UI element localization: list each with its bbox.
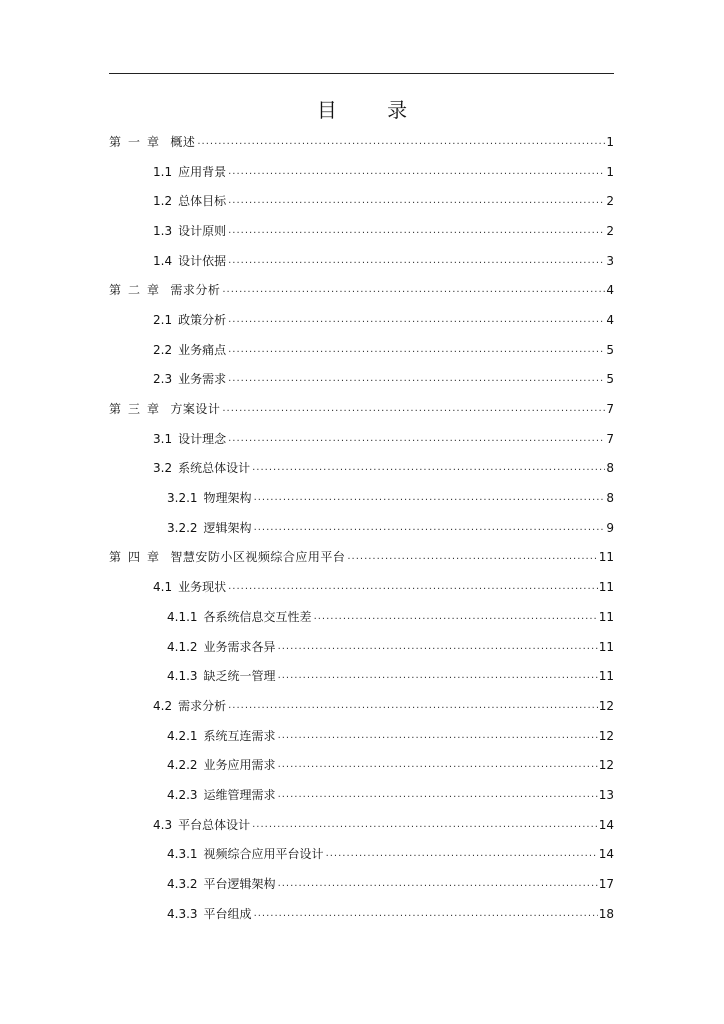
toc-entry-number: 4.1.1 [167,609,198,624]
toc-page-number: 11 [598,609,614,624]
toc-entry-number: 3.2.2 [167,520,198,535]
toc-entry-title: 业务现状 [178,580,227,595]
toc-dot-leader [222,402,605,416]
toc-page-number: 14 [598,817,614,832]
toc-entry-title: 系统总体设计 [178,461,251,476]
toc-entry[interactable] [109,602,614,632]
toc-entry-label [167,669,277,683]
toc-entry-title: 各系统信息交互性差 [203,609,312,624]
toc-entry-label [153,699,227,713]
toc-page-number: 13 [598,787,614,802]
toc-page-number: 12 [598,758,614,773]
toc-dot-leader [326,847,598,861]
toc-entry-number: 4.3 [153,817,173,832]
toc-entry-title: 政策分析 [178,312,227,327]
toc-dot-leader [197,135,605,149]
toc-entry[interactable] [109,869,614,899]
toc-entry-label [153,165,227,179]
toc-page-number: 3 [606,253,614,268]
toc-page-number: 5 [606,372,614,387]
toc-page-number: 7 [606,402,614,417]
toc-dot-leader [278,640,598,654]
toc-dot-leader [228,224,605,238]
toc-entry[interactable] [109,246,614,276]
toc-entry-title: 智慧安防小区视频综合应用平台 [170,550,346,565]
toc-entry[interactable] [109,365,614,395]
toc-entry-label [153,372,227,386]
toc-page-number: 11 [598,669,614,684]
toc-entry-label [167,907,253,921]
toc-entry-title: 平台组成 [203,906,252,921]
toc-entry-label [109,402,221,416]
toc-dot-leader [228,343,605,357]
toc-entry-title: 方案设计 [170,402,221,417]
toc-entry-label [153,818,251,832]
toc-entry[interactable] [109,454,614,484]
toc-entry-label [109,550,346,564]
toc-entry-title: 应用背景 [178,164,227,179]
toc-entry-number: 4.1.3 [167,669,198,684]
toc-entry-number: 4.2 [153,698,173,713]
toc-entry[interactable] [109,750,614,780]
toc-entry-number: 2.1 [153,312,173,327]
toc-entry-number: 4.2.1 [167,728,198,743]
toc-entry-label [167,788,277,802]
toc-dot-leader [228,372,605,386]
toc-entry-label [153,224,227,238]
toc-entry-number: 1.3 [153,223,173,238]
toc-entry-number: 2.3 [153,372,173,387]
toc-dot-leader [278,729,598,743]
toc-entry-number: 4.2.2 [167,758,198,773]
toc-page-number: 8 [606,461,614,476]
toc-dot-leader [228,254,605,268]
toc-entry-title: 概述 [170,134,196,149]
toc-entry[interactable] [109,305,614,335]
header-rule [109,73,614,74]
toc-entry-title: 业务需求 [178,372,227,387]
toc-page-number: 4 [606,312,614,327]
toc-dot-leader [252,461,605,475]
toc-entry-title: 设计原则 [178,223,227,238]
toc-entry-label [109,283,221,297]
toc-page-number: 1 [606,164,614,179]
toc-dot-leader [228,432,605,446]
toc-entry[interactable] [109,216,614,246]
toc-dot-leader [228,165,605,179]
toc-dot-leader [278,788,598,802]
toc-entry-label [167,877,277,891]
toc-entry-title: 逻辑架构 [203,520,252,535]
toc-entry[interactable] [109,186,614,216]
toc-entry-number: 2.2 [153,342,173,357]
toc-page-number: 12 [598,728,614,743]
toc-entry-title: 业务痛点 [178,342,227,357]
toc-entry-title: 总体目标 [178,194,227,209]
toc-entry-number: 第四章 [109,550,167,565]
toc-entry-label [153,343,227,357]
toc-page-number: 2 [606,194,614,209]
toc-dot-leader [254,907,598,921]
toc-entry[interactable] [109,840,614,870]
toc-entry-number: 1.4 [153,253,173,268]
toc-dot-leader [228,699,598,713]
toc-dot-leader [314,610,598,624]
toc-dot-leader [222,283,605,297]
toc-entry-label [153,254,227,268]
toc-entry-number: 第三章 [109,402,167,417]
toc-dot-leader [254,491,605,505]
toc-page-number: 8 [606,491,614,506]
toc-page-number: 4 [606,283,614,298]
toc-entry[interactable] [109,424,614,454]
toc-entry[interactable] [109,632,614,662]
toc-entry-number: 1.2 [153,194,173,209]
toc-dot-leader [228,580,598,594]
toc-entry[interactable] [109,572,614,602]
toc-entry-label [153,313,227,327]
toc-entry-title: 需求分析 [178,698,227,713]
toc-entry-number: 3.2 [153,461,173,476]
toc-entry-number: 4.2.3 [167,787,198,802]
toc-entry-number: 4.3.2 [167,877,198,892]
toc-entry[interactable] [109,513,614,543]
toc-entry-number: 3.1 [153,431,173,446]
toc-entry[interactable] [109,543,614,573]
toc-entry-title: 物理架构 [203,491,252,506]
toc-entry-label [153,194,227,208]
toc-entry-label [167,610,313,624]
toc-entry[interactable] [109,899,614,929]
toc-page-number: 1 [606,134,614,149]
toc-entry-number: 1.1 [153,164,173,179]
toc-page-number: 11 [598,639,614,654]
toc-dot-leader [278,877,598,891]
toc-page-number: 2 [606,223,614,238]
toc-entry-label [167,521,253,535]
toc-entry[interactable] [109,127,614,157]
toc-entry-title: 平台逻辑架构 [203,877,276,892]
toc-entry-label [153,461,251,475]
toc-page-number: 9 [606,520,614,535]
toc-entry[interactable] [109,157,614,187]
toc-entry-label [153,432,227,446]
toc-entry-label [167,847,325,861]
toc-entry-label [153,580,227,594]
toc-entry-number: 3.2.1 [167,491,198,506]
toc-entry-title: 业务应用需求 [203,758,276,773]
toc-entry-number: 第一章 [109,134,167,149]
toc-entry-title: 缺乏统一管理 [203,669,276,684]
toc-page-number: 11 [598,580,614,595]
toc-entry[interactable] [109,721,614,751]
toc-entry-label [167,758,277,772]
toc-dot-leader [252,818,598,832]
toc-page-number: 18 [598,906,614,921]
toc-entry-title: 业务需求各异 [203,639,276,654]
toc-entry-title: 视频综合应用平台设计 [203,847,324,862]
toc-entry-number: 4.3.3 [167,906,198,921]
toc-entry[interactable] [109,810,614,840]
toc-dot-leader [228,313,605,327]
toc-entry[interactable] [109,661,614,691]
toc-entry[interactable] [109,394,614,424]
toc-entry[interactable] [109,483,614,513]
toc-entry[interactable] [109,335,614,365]
toc-entry-number: 4.3.1 [167,847,198,862]
toc-list [109,127,614,929]
toc-dot-leader [347,550,597,564]
toc-entry-label [109,135,196,149]
toc-entry-title: 平台总体设计 [178,817,251,832]
toc-title: 目 录 [316,98,430,122]
toc-entry[interactable] [109,275,614,305]
toc-entry-label [167,491,253,505]
toc-page-number: 12 [598,698,614,713]
toc-entry-title: 系统互连需求 [203,728,276,743]
toc-entry[interactable] [109,780,614,810]
toc-entry-number: 4.1.2 [167,639,198,654]
toc-page-number: 14 [598,847,614,862]
toc-dot-leader [254,521,605,535]
toc-entry-title: 设计依据 [178,253,227,268]
toc-entry-title: 运维管理需求 [203,787,276,802]
toc-dot-leader [278,669,598,683]
toc-dot-leader [278,758,598,772]
toc-entry-number: 4.1 [153,580,173,595]
toc-entry-title: 需求分析 [170,283,221,298]
toc-page-number: 11 [598,550,614,565]
toc-page-number: 5 [606,342,614,357]
toc-entry-title: 设计理念 [178,431,227,446]
toc-page-number: 17 [598,877,614,892]
toc-page-number: 7 [606,431,614,446]
toc-entry-number: 第二章 [109,283,167,298]
toc-entry-label [167,640,277,654]
toc-dot-leader [228,194,605,208]
toc-entry-label [167,729,277,743]
toc-entry[interactable] [109,691,614,721]
